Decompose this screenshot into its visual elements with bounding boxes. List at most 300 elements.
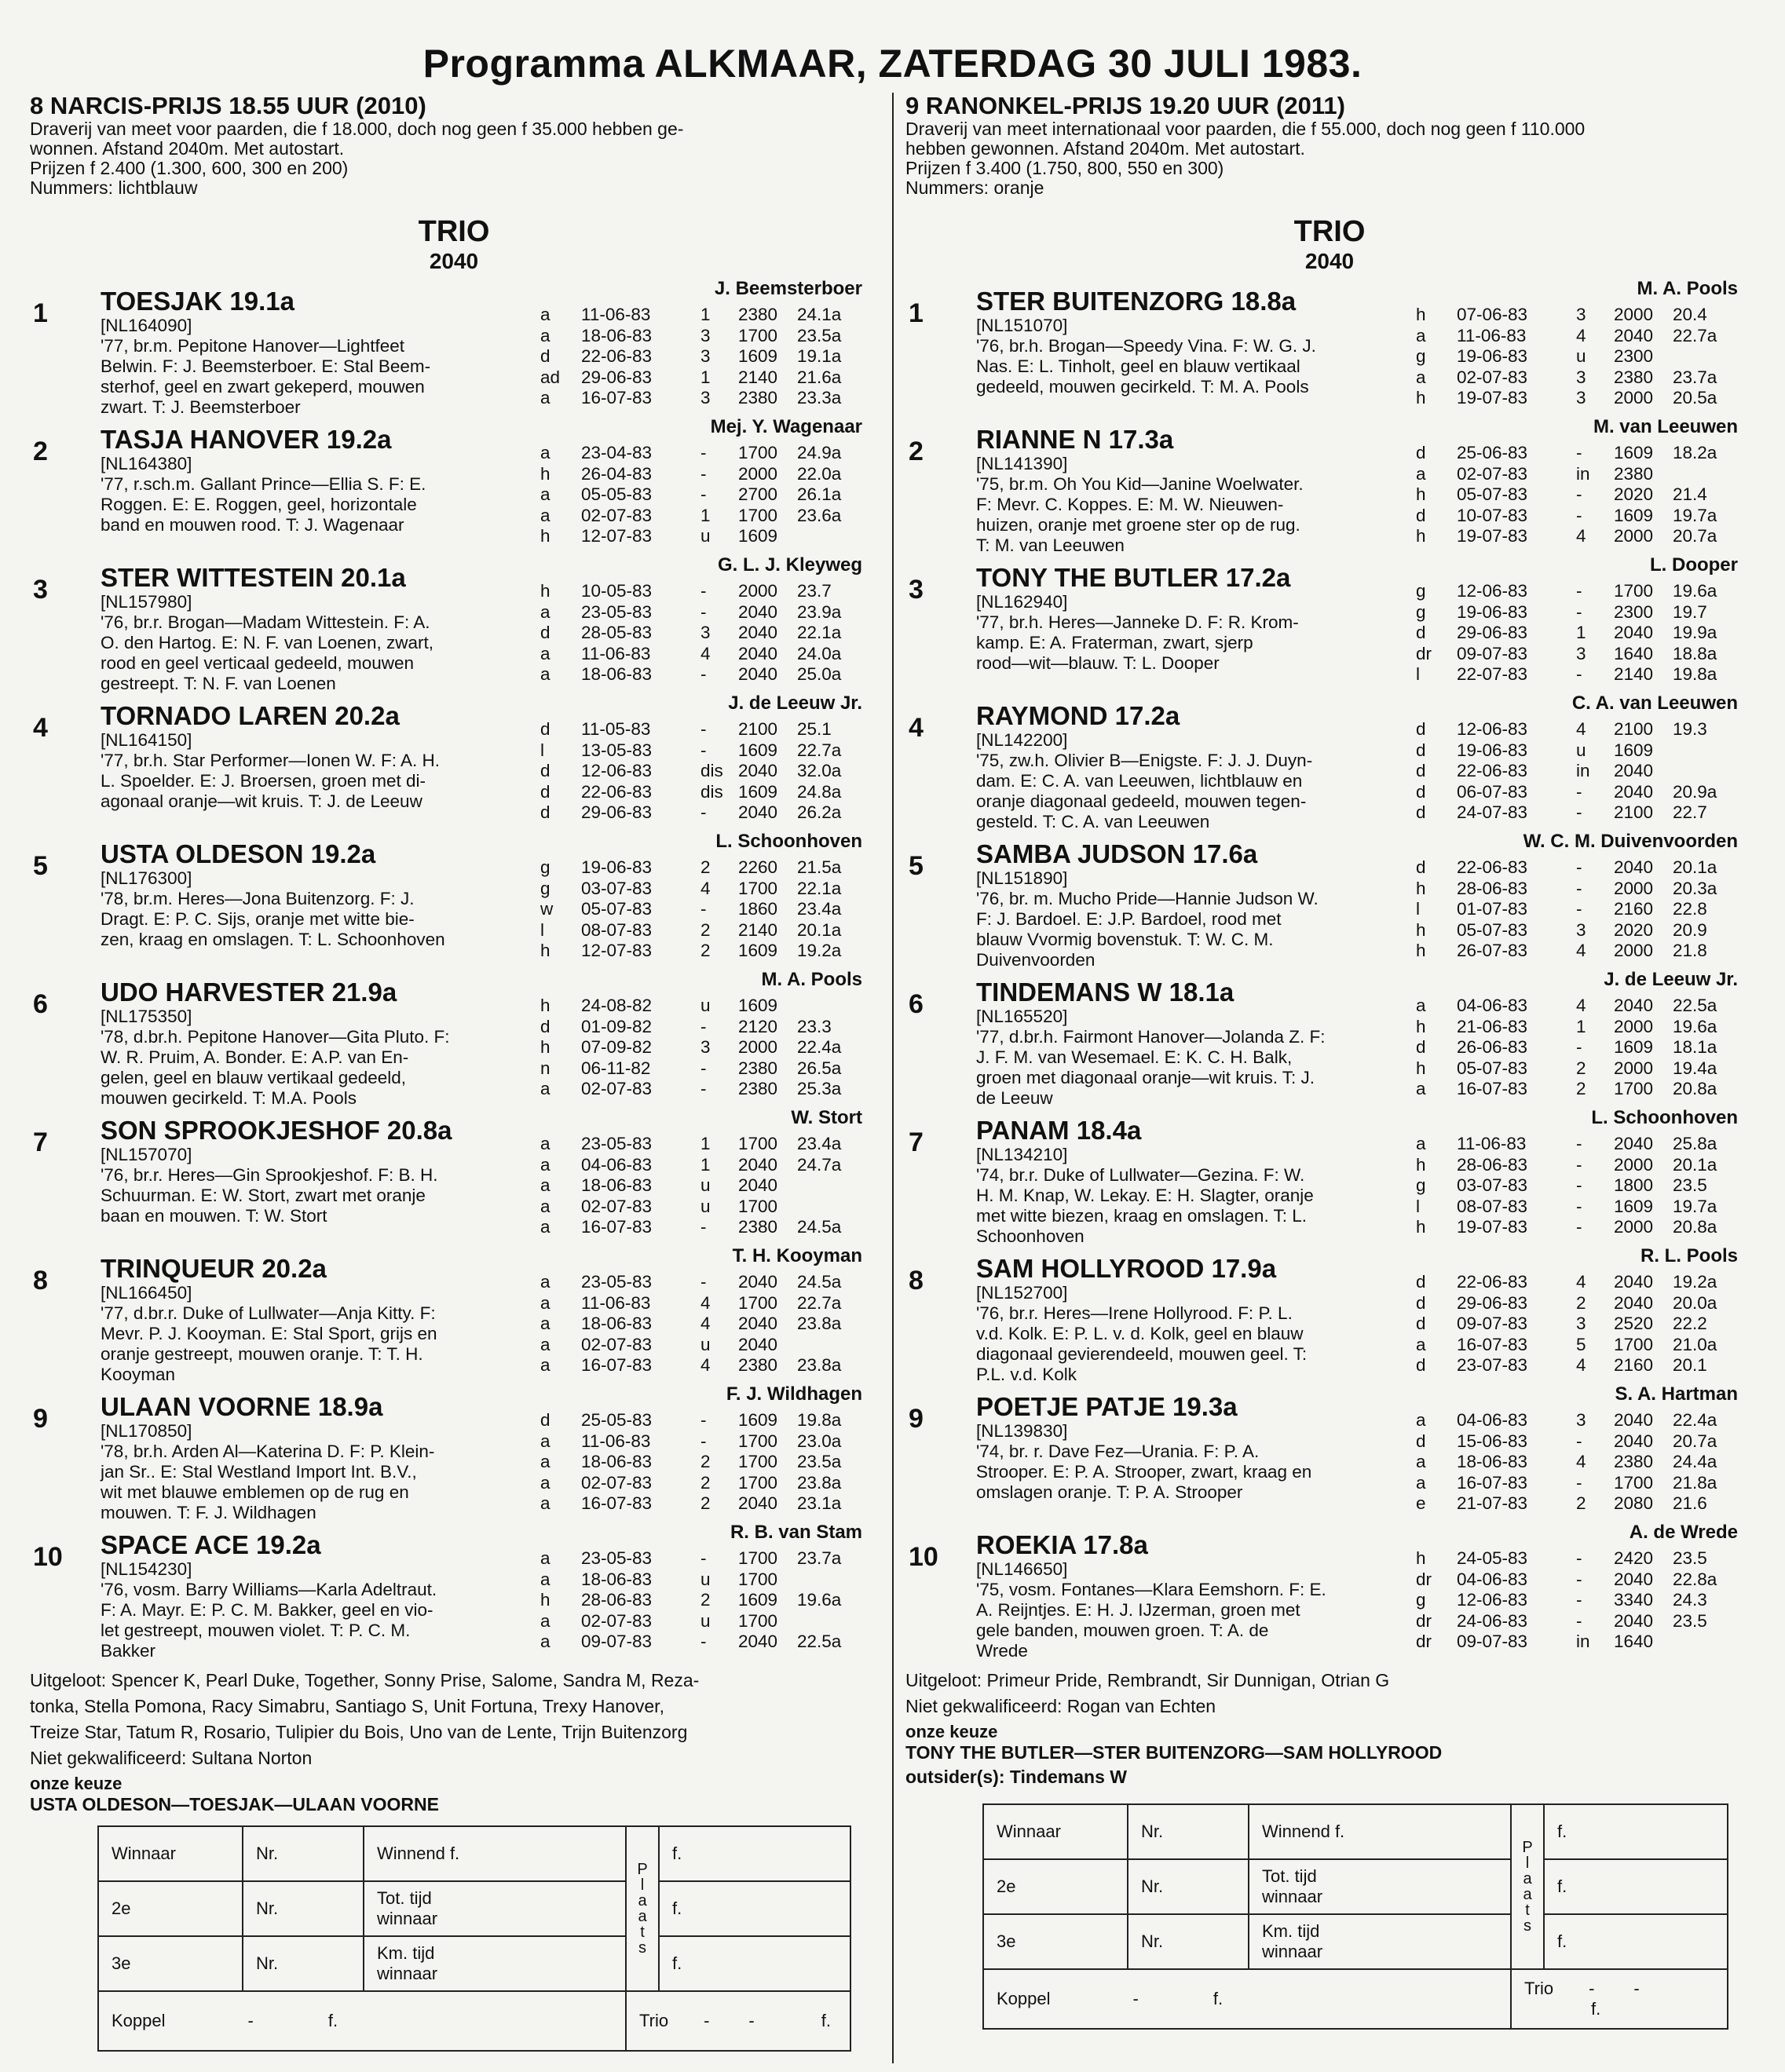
- placing: -: [700, 601, 707, 622]
- horse-description-line: '76, br.h. Brogan—Speedy Vina. F: W. G. J.: [976, 336, 1316, 356]
- race-date: 05-07-83: [1457, 919, 1528, 940]
- horse-info: [101, 1255, 564, 1385]
- horse-form-table: [1416, 996, 1743, 1100]
- race-date: 19-06-83: [1457, 346, 1528, 366]
- placing: 3: [1576, 643, 1586, 663]
- km-time: 22.4a: [797, 1037, 842, 1057]
- placing: 3: [1576, 1410, 1586, 1430]
- km-time: [797, 526, 868, 547]
- track-code: d: [1416, 1355, 1426, 1375]
- race-distance-m: 1609: [738, 1410, 778, 1430]
- race-date: 10-07-83: [1457, 505, 1528, 525]
- race-date: 29-06-83: [581, 802, 653, 822]
- race-distance-m: 1860: [738, 899, 778, 919]
- race-date: 16-07-83: [1457, 1472, 1528, 1493]
- form-row: [540, 644, 868, 665]
- race-date: 24-05-83: [1457, 1548, 1528, 1568]
- track-code: g: [1416, 581, 1426, 601]
- track-code: a: [1416, 1334, 1426, 1354]
- race-distance-m: 2040: [738, 1314, 778, 1333]
- race-date: 16-07-83: [581, 388, 653, 407]
- race-date: 21-07-83: [1457, 1493, 1528, 1513]
- placing: 3: [700, 325, 711, 345]
- form-row: [1416, 1037, 1743, 1058]
- race-date: 05-07-83: [1457, 484, 1528, 504]
- placing: in: [1576, 1632, 1590, 1651]
- trio-dash: -: [704, 2011, 710, 2030]
- km-time: 25.8a: [1673, 1134, 1717, 1153]
- race-distance-m: 1609: [1614, 443, 1654, 462]
- race-distance-m: 1609: [738, 1590, 778, 1610]
- km-time: 23.1a: [797, 1493, 842, 1513]
- horse-description-line: F: J. Bardoel. E: J.P. Bardoel, rood met: [976, 909, 1282, 929]
- trio-cell: [1511, 1969, 1728, 2029]
- race-date: 18-06-83: [581, 664, 653, 684]
- form-row: [540, 1355, 868, 1376]
- race-distance-m: 2040: [738, 761, 778, 780]
- form-row: [540, 802, 868, 824]
- value-label: [364, 1826, 626, 1881]
- koppel-cell: [983, 1969, 1511, 2029]
- horse-info: [101, 1393, 564, 1523]
- form-row: [1416, 1134, 1743, 1155]
- horse-form-table: [540, 581, 868, 685]
- horse-info: [976, 426, 1439, 556]
- race-distance-m: 2040: [738, 1493, 778, 1513]
- track-code: d: [1416, 740, 1426, 760]
- race-description-line: Prijzen f 2.400 (1.300, 600, 300 en 200): [30, 158, 349, 178]
- form-row: [540, 506, 868, 527]
- placing: u: [700, 1196, 711, 1216]
- horse-number: 6: [909, 989, 924, 1019]
- track-code: d: [540, 761, 550, 780]
- form-row: [1416, 1272, 1743, 1293]
- km-time: 22.2: [1673, 1314, 1707, 1333]
- horse-driver: M. A. Pools: [761, 969, 862, 990]
- race-notes: [30, 1668, 878, 1771]
- form-row: [1416, 1410, 1743, 1431]
- horse-id: [NL151070]: [976, 316, 1068, 335]
- km-time: 21.5a: [797, 857, 842, 877]
- horse-entry: [905, 969, 1754, 1107]
- race-8-column: [30, 93, 878, 1815]
- horse-name: PANAM 18.4a: [976, 1116, 1142, 1145]
- horse-number: 1: [909, 298, 924, 328]
- plaats-vertical: [626, 1826, 659, 1991]
- not-qualified: Niet gekwalificeerd: Sultana Norton: [30, 1748, 313, 1768]
- race-date: 16-07-83: [581, 1217, 653, 1237]
- form-row: [540, 581, 868, 602]
- form-row: [1416, 1570, 1743, 1591]
- horse-form-table: [1416, 1410, 1743, 1515]
- km-time: 24.3: [1673, 1590, 1707, 1610]
- placing: -: [700, 581, 707, 601]
- placing: 2: [700, 1590, 711, 1610]
- plaats-letter: t: [640, 1924, 645, 1941]
- form-row: [1416, 782, 1743, 803]
- form-row: [540, 920, 868, 941]
- race-distance-m: 2100: [1614, 719, 1654, 739]
- race-distance-m: 1609: [738, 781, 778, 802]
- km-time: [797, 996, 868, 1017]
- placing: -: [1576, 781, 1582, 802]
- race-distance-m: 2040: [1614, 1134, 1654, 1153]
- race-date: 28-06-83: [581, 1590, 653, 1610]
- amount-field: f.: [1544, 1804, 1728, 1859]
- horse-id: [NL151890]: [976, 868, 1068, 888]
- koppel-dash: -: [247, 2011, 254, 2030]
- race-date: 26-06-83: [1457, 1037, 1528, 1057]
- form-row: [1416, 602, 1743, 623]
- race-date: 18-06-83: [581, 1452, 653, 1471]
- track-code: d: [1416, 1037, 1426, 1057]
- race-description-line: Draverij van meet voor paarden, die f 18.000, doch nog geen f 35.000 hebben ge-: [30, 119, 684, 139]
- race-description-line: wonnen. Afstand 2040m. Met autostart.: [30, 138, 345, 159]
- km-time: 22.5a: [797, 1632, 842, 1651]
- track-code: d: [1416, 1272, 1426, 1292]
- form-row: [1416, 1217, 1743, 1238]
- placing: 2: [1576, 1079, 1586, 1098]
- form-row: [1416, 664, 1743, 685]
- nr-label: Nr.: [1128, 1859, 1249, 1914]
- horse-number: 9: [909, 1404, 924, 1434]
- race-distance-m: 1700: [738, 505, 778, 525]
- track-code: d: [540, 781, 550, 802]
- form-row: [540, 602, 868, 623]
- track-code: l: [1416, 1196, 1420, 1216]
- placing: 3: [1576, 367, 1586, 387]
- horse-number: 5: [909, 851, 924, 881]
- coupon-row: [98, 1936, 850, 1991]
- race-date: 11-06-83: [581, 1292, 651, 1313]
- km-time: 23.6a: [797, 505, 842, 525]
- placing: 3: [1576, 305, 1586, 324]
- race-date: 11-06-83: [581, 643, 651, 663]
- form-row: [540, 1314, 868, 1335]
- horse-description-line: Schuurman. E: W. Stort, zwart met oranje: [101, 1186, 426, 1205]
- horse-info: [976, 287, 1439, 397]
- horse-entry: [905, 554, 1754, 692]
- race-distance-m: 2520: [1614, 1314, 1654, 1333]
- horse-number: 7: [33, 1127, 48, 1157]
- value-label: [1249, 1859, 1511, 1914]
- placing: 3: [1576, 388, 1586, 407]
- race-date: 02-07-83: [581, 1334, 653, 1354]
- horse-number: 1: [33, 298, 48, 328]
- horse-entry: [905, 1107, 1754, 1245]
- km-time: [797, 1175, 868, 1197]
- horse-driver: L. Schoonhoven: [1591, 1107, 1738, 1128]
- horse-form-table: [540, 1134, 868, 1238]
- track-code: d: [540, 346, 550, 366]
- track-code: a: [540, 1292, 550, 1313]
- race-distance-m: 2380: [1614, 1452, 1654, 1471]
- km-time: 20.7a: [1673, 526, 1717, 546]
- km-time: 20.9a: [1673, 781, 1717, 802]
- track-code: h: [540, 996, 550, 1015]
- race-date: 03-07-83: [1457, 1175, 1528, 1195]
- km-time: [1673, 346, 1743, 367]
- horse-description-line: groen met diagonaal oranje—wit kruis. T: J.: [976, 1068, 1315, 1087]
- race-date: 02-07-83: [581, 1610, 653, 1631]
- form-row: [1416, 1079, 1743, 1100]
- horse-name: ROEKIA 17.8a: [976, 1530, 1148, 1559]
- track-code: a: [540, 443, 550, 462]
- placing: u: [700, 1334, 711, 1354]
- track-code: a: [540, 1493, 550, 1513]
- form-row: [540, 1175, 868, 1197]
- form-row: [540, 464, 868, 485]
- coupon-row: [983, 1859, 1728, 1914]
- km-time: 20.1a: [1673, 857, 1717, 877]
- placing: 2: [700, 1472, 711, 1493]
- km-time: 19.8a: [1673, 664, 1717, 684]
- placing: -: [1576, 1431, 1582, 1451]
- km-time: 24.1a: [797, 305, 842, 324]
- horse-form-table: [540, 443, 868, 547]
- horse-description-line: Strooper. E: P. A. Strooper, zwart, kraag en: [976, 1462, 1312, 1482]
- horse-entry: [30, 969, 878, 1107]
- place-label: Winnaar: [983, 1804, 1128, 1859]
- horse-number: 7: [909, 1127, 924, 1157]
- track-code: a: [540, 664, 550, 684]
- plaats-letter: P: [1522, 1839, 1533, 1856]
- form-row: [540, 326, 868, 347]
- form-row: [1416, 1493, 1743, 1515]
- km-time: 20.0a: [1673, 1292, 1717, 1313]
- race-date: 19-07-83: [1457, 526, 1528, 546]
- race-distance-m: 2000: [738, 581, 778, 601]
- race-date: 25-05-83: [581, 1410, 653, 1430]
- form-row: [1416, 740, 1743, 762]
- km-time: 21.4: [1673, 484, 1707, 504]
- km-time: 23.7a: [797, 1548, 842, 1568]
- amount-field: f.: [1544, 1914, 1728, 1969]
- km-time: 19.6a: [1673, 1016, 1717, 1036]
- horse-name: TORNADO LAREN 20.2a: [101, 701, 400, 730]
- horse-description-line: Schoonhoven: [976, 1226, 1085, 1246]
- form-row: [1416, 761, 1743, 782]
- placing: -: [1576, 1175, 1582, 1195]
- race-distance-m: 2040: [738, 1154, 778, 1175]
- race-description-line: Prijzen f 3.400 (1.750, 800, 550 en 300): [905, 158, 1224, 178]
- placing: 1: [1576, 623, 1586, 642]
- km-time: 23.7a: [1673, 367, 1717, 387]
- km-time: 23.4a: [797, 1134, 842, 1153]
- race-distance-m: 2100: [738, 719, 778, 739]
- horse-driver: W. C. M. Duivenvoorden: [1523, 831, 1738, 852]
- horse-number: 5: [33, 851, 48, 881]
- nr-label: Nr.: [243, 1936, 364, 1991]
- horse-driver: J. de Leeuw Jr.: [728, 692, 862, 714]
- track-code: h: [540, 526, 550, 546]
- km-time: 24.9a: [797, 443, 842, 462]
- form-row: [1416, 367, 1743, 389]
- form-row: [540, 623, 868, 644]
- track-code: h: [540, 1590, 550, 1610]
- horse-description-line: Belwin. F: J. Beemsterboer. E: Stal Beem-: [101, 356, 431, 376]
- form-row: [540, 899, 868, 920]
- km-time: 20.7a: [1673, 1431, 1717, 1451]
- track-code: g: [540, 878, 550, 898]
- form-row: [540, 346, 868, 367]
- horse-name: RAYMOND 17.2a: [976, 701, 1180, 730]
- track-code: dr: [1416, 643, 1432, 663]
- horse-name: USTA OLDESON 19.2a: [101, 839, 376, 868]
- race-date: 26-07-83: [1457, 941, 1528, 960]
- km-time: [797, 1335, 868, 1356]
- race-date: 02-07-83: [1457, 463, 1528, 484]
- km-time: [1673, 740, 1743, 762]
- placing: u: [700, 996, 711, 1015]
- placing: 5: [1576, 1334, 1586, 1354]
- place-label: Winnaar: [98, 1826, 243, 1881]
- track-code: h: [540, 941, 550, 960]
- value-line: Winnend f.: [377, 1844, 460, 1863]
- horse-id: [NL146650]: [976, 1559, 1068, 1579]
- horse-id: [NL164090]: [101, 316, 192, 335]
- track-code: a: [540, 1452, 550, 1471]
- horse-description-line: huizen, oranje met groene ster op de rug.: [976, 515, 1300, 535]
- track-code: d: [540, 1410, 550, 1430]
- placing: -: [1576, 505, 1582, 525]
- horse-info: [976, 702, 1439, 832]
- km-time: 22.7a: [797, 740, 842, 760]
- placing: -: [1576, 601, 1582, 622]
- race-date: 28-06-83: [1457, 1154, 1528, 1175]
- race-distance-m: 2380: [738, 1355, 778, 1375]
- horse-form-table: [540, 857, 868, 962]
- race-distance-m: 2380: [738, 1217, 778, 1237]
- horse-description-line: oranje diagonaal gedeeld, mouwen tegen-: [976, 791, 1307, 811]
- race-distance-m: 2040: [738, 1334, 778, 1354]
- horse-form-table: [1416, 1272, 1743, 1376]
- placing: 2: [700, 941, 711, 960]
- race-distance-m: 1609: [738, 740, 778, 760]
- horse-id: [NL142200]: [976, 730, 1068, 750]
- track-code: a: [1416, 1452, 1426, 1471]
- placing: -: [1576, 581, 1582, 601]
- horse-name: STER WITTESTEIN 20.1a: [101, 563, 406, 592]
- horse-description-line: Mevr. P. J. Kooyman. E: Stal Sport, grijs en: [101, 1324, 437, 1343]
- race-date: 22-06-83: [1457, 1272, 1528, 1292]
- km-time: 22.7a: [797, 1292, 842, 1313]
- horse-description-line: gedeeld, mouwen gecirkeld. T: M. A. Pools: [976, 377, 1309, 396]
- track-code: h: [1416, 484, 1426, 504]
- horse-name: TINDEMANS W 18.1a: [976, 978, 1235, 1007]
- horse-description-line: '75, zw.h. Olivier B—Enigste. F: J. J. Duyn-: [976, 751, 1313, 770]
- race-date: 01-09-82: [581, 1016, 653, 1036]
- form-row: [1416, 1590, 1743, 1611]
- km-time: 20.5a: [1673, 388, 1717, 407]
- horse-id: [NL164380]: [101, 454, 192, 473]
- place-label: 2e: [983, 1859, 1128, 1914]
- horse-description-line: wit met blauwe emblemen op de rug en: [101, 1482, 409, 1502]
- horse-description-line: '78, br.h. Arden Al—Katerina D. F: P. Klein-: [101, 1442, 435, 1461]
- horse-description-line: agonaal oranje—wit kruis. T: J. de Leeuw: [101, 791, 422, 811]
- placing: 2: [700, 919, 711, 940]
- horse-name: POETJE PATJE 19.3a: [976, 1392, 1238, 1421]
- not-qualified: Niet gekwalificeerd: Rogan van Echten: [905, 1696, 1216, 1716]
- horse-description-line: '78, d.br.h. Pepitone Hanover—Gita Pluto. F:: [101, 1027, 450, 1047]
- plaats-letter: t: [1525, 1902, 1530, 1919]
- horse-entry: [905, 416, 1754, 554]
- placing: 3: [700, 1037, 711, 1057]
- track-code: d: [1416, 761, 1426, 780]
- placing: 2: [1576, 1493, 1586, 1513]
- km-time: 19.2a: [1673, 1272, 1717, 1292]
- km-time: 26.1a: [797, 484, 842, 504]
- race-date: 16-07-83: [1457, 1079, 1528, 1098]
- placing: 1: [700, 305, 711, 324]
- coupon-row: [983, 1804, 1728, 1859]
- track-code: a: [1416, 367, 1426, 387]
- race-date: 03-07-83: [581, 878, 653, 898]
- horse-info: [976, 840, 1439, 970]
- km-time: 25.3a: [797, 1079, 842, 1098]
- track-code: h: [1416, 941, 1426, 960]
- horse-entry: [30, 554, 878, 692]
- horse-form-table: [1416, 719, 1743, 824]
- horse-description-line: '76, vosm. Barry Williams—Karla Adeltraut.: [101, 1580, 437, 1599]
- race-date: 10-05-83: [581, 581, 653, 601]
- km-time: 22.1a: [797, 623, 842, 642]
- placing: 2: [700, 857, 711, 877]
- race-date: 19-06-83: [1457, 601, 1528, 622]
- placing: -: [700, 899, 707, 919]
- horse-form-table: [540, 719, 868, 824]
- horse-description-line: L. Spoelder. E: J. Broersen, groen met di-: [101, 771, 426, 791]
- race-8-coupon: [97, 1825, 851, 2052]
- placing: u: [700, 1175, 711, 1195]
- placing: -: [1576, 1610, 1582, 1631]
- race-date: 28-05-83: [581, 623, 653, 642]
- horse-name: SAMBA JUDSON 17.6a: [976, 839, 1258, 868]
- race-distance-m: 2160: [1614, 1355, 1654, 1375]
- race-date: 16-07-83: [581, 1355, 653, 1375]
- race-date: 29-06-83: [1457, 1292, 1528, 1313]
- track-code: h: [1416, 878, 1426, 898]
- pick-label: onze keuze: [905, 1722, 998, 1741]
- placing: -: [1576, 802, 1582, 822]
- track-code: d: [540, 802, 550, 822]
- horse-id: [NL175350]: [101, 1007, 192, 1026]
- pick-label: onze keuze: [30, 1774, 123, 1793]
- form-row: [1416, 920, 1743, 941]
- form-row: [1416, 1632, 1743, 1653]
- placing: -: [700, 1410, 707, 1430]
- horse-name: SAM HOLLYROOD 17.9a: [976, 1254, 1277, 1283]
- form-row: [1416, 1452, 1743, 1473]
- track-code: l: [540, 919, 544, 940]
- race-distance-m: 2140: [1614, 664, 1654, 684]
- horse-description-line: P.L. v.d. Kolk: [976, 1365, 1077, 1384]
- race-distance-m: 2040: [738, 1272, 778, 1292]
- race-description-line: Nummers: oranje: [905, 177, 1044, 198]
- horse-info: [101, 978, 564, 1109]
- placing: -: [1576, 664, 1582, 684]
- race-distance: 2040: [429, 249, 479, 273]
- placing: 4: [1576, 996, 1586, 1015]
- km-time: 24.5a: [797, 1272, 842, 1292]
- km-time: 19.3: [1673, 719, 1707, 739]
- value-line: Tot. tijd: [1262, 1866, 1317, 1886]
- km-time: 19.2a: [797, 941, 842, 960]
- form-row: [540, 761, 868, 782]
- horse-entry: [30, 692, 878, 831]
- race-date: 11-06-83: [581, 305, 651, 324]
- km-time: 21.6: [1673, 1493, 1707, 1513]
